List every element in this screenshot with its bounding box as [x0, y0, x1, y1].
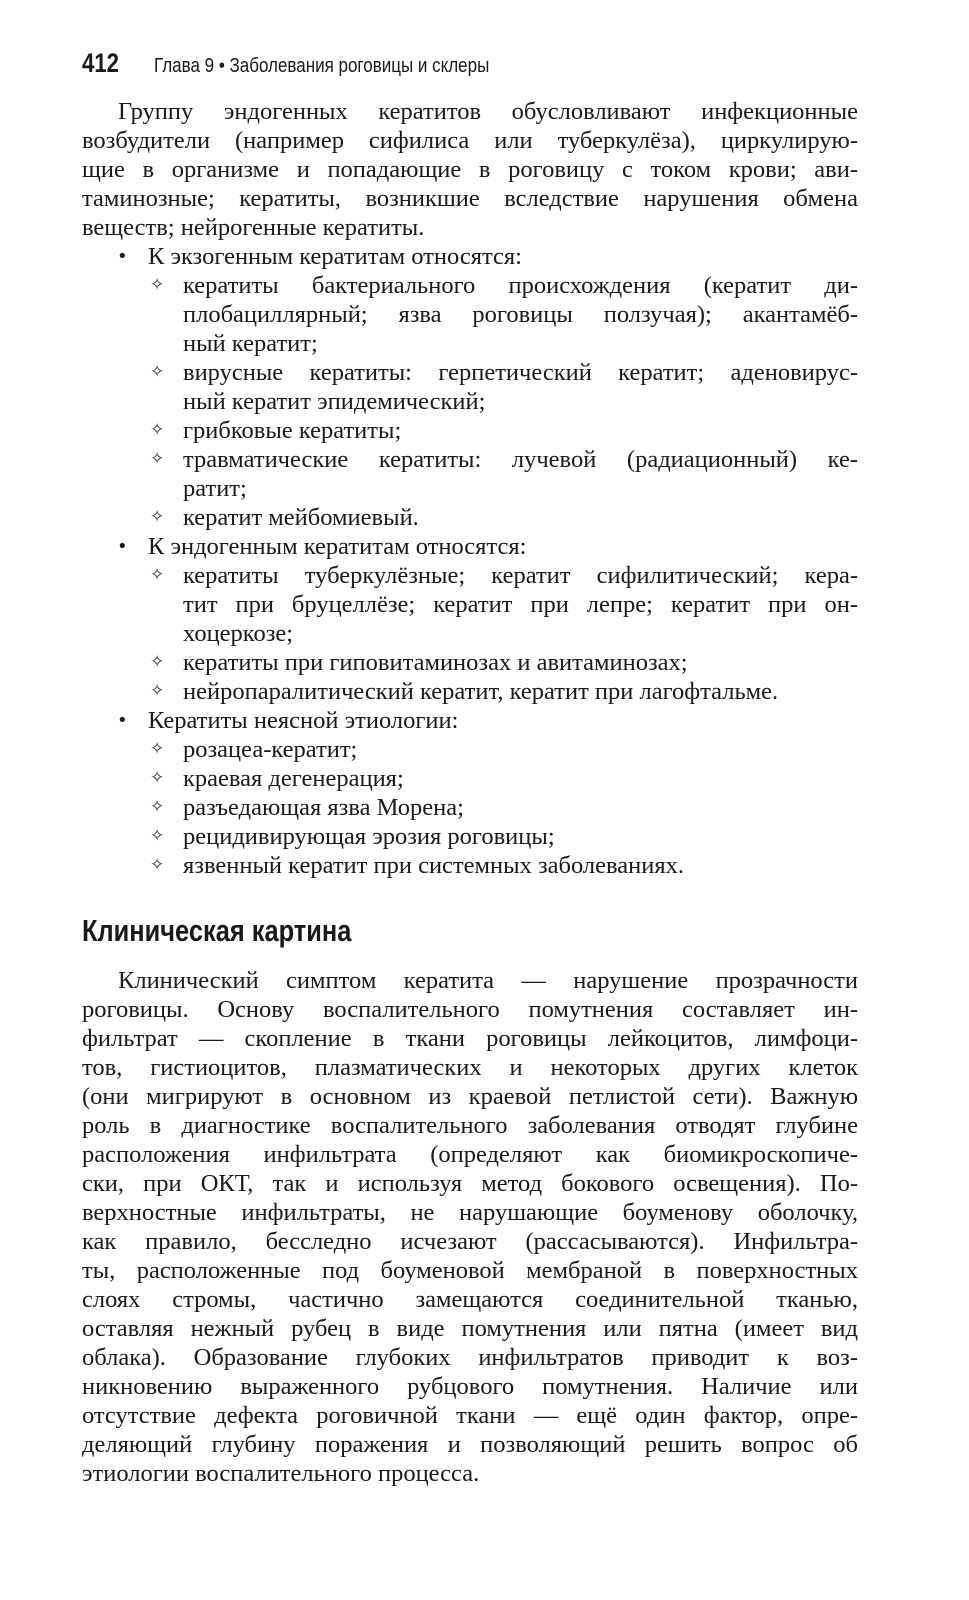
bullet-icon: •	[117, 246, 128, 267]
paragraph-line: слоях стромы, частично замещаются соединительной тканью,	[82, 1286, 858, 1313]
paragraph-line: (они мигрируют в основном из краевой петлистой сети). Важную	[82, 1083, 858, 1110]
sub-list-item-line: ратит;	[183, 475, 247, 502]
sub-bullet-icon: ✧	[150, 652, 165, 672]
paragraph-line: ски, при ОКТ, так и используя метод бокового освещения). По-	[82, 1170, 858, 1197]
sub-bullet-icon: ✧	[150, 565, 165, 585]
sub-bullet-icon: ✧	[150, 275, 165, 295]
sub-list-item-line: кератиты при гиповитаминозах и авитаминозах;	[183, 649, 688, 676]
paragraph-line: отсутствие дефекта роговичной ткани — ещё один фактор, опре-	[82, 1402, 858, 1429]
paragraph-line: оставляя нежный рубец в виде помутнения или пятна (имеет вид	[82, 1315, 858, 1342]
paragraph-line: верхностные инфильтраты, не нарушающие боуменову оболочку,	[82, 1199, 858, 1226]
paragraph-line: облака). Образование глубоких инфильтратов приводит к воз-	[82, 1344, 858, 1371]
sub-list-item-line: разъедающая язва Морена;	[183, 794, 464, 821]
paragraph-line: роговицы. Основу воспалительного помутнения составляет ин-	[82, 996, 858, 1023]
paragraph-line: деляющий глубину поражения и позволяющий решить вопрос об	[82, 1431, 858, 1458]
sub-list-item-line: хоцеркозе;	[183, 620, 294, 647]
sub-list-item-line: кератиты бактериального происхождения (кератит ди-	[183, 272, 858, 299]
section-heading: Клиническая картина	[82, 913, 352, 948]
sub-list-item-line: плобациллярный; язва роговицы ползучая); акантамёб-	[183, 301, 858, 328]
sub-bullet-icon: ✧	[150, 362, 165, 382]
sub-list-item-line: краевая дегенерация;	[183, 765, 404, 792]
list-item-line: К экзогенным кератитам относятся:	[148, 243, 522, 270]
bullet-icon: •	[117, 710, 128, 731]
sub-list-item-line: ный кератит эпидемический;	[183, 388, 486, 415]
running-header	[82, 48, 548, 79]
paragraph-line: фильтрат — скопление в ткани роговицы лейкоцитов, лимфоци-	[82, 1025, 858, 1052]
sub-bullet-icon: ✧	[150, 826, 165, 846]
paragraph-line: никновению выраженного рубцового помутнения. Наличие или	[82, 1373, 858, 1400]
sub-bullet-icon: ✧	[150, 739, 165, 759]
bullet-icon: •	[117, 536, 128, 557]
paragraph-line: Группу эндогенных кератитов обусловливают инфекционные	[118, 98, 858, 125]
paragraph-line: ты, расположенные под боуменовой мембраной в поверхностных	[82, 1257, 858, 1284]
paragraph-line: как правило, бесследно исчезают (рассасываются). Инфильтра-	[82, 1228, 858, 1255]
list-item-line: Кератиты неясной этиологии:	[148, 707, 459, 734]
paragraph-line: тов, гистиоцитов, плазматических и некоторых других клеток	[82, 1054, 858, 1081]
sub-list-item-line: тит при бруцеллёзе; кератит при лепре; кератит при он-	[183, 591, 858, 618]
sub-bullet-icon: ✧	[150, 768, 165, 788]
paragraph-line: роль в диагностике воспалительного заболевания отводят глубине	[82, 1112, 858, 1139]
sub-bullet-icon: ✧	[150, 420, 165, 440]
sub-list-item-line: кератит мейбомиевый.	[183, 504, 419, 531]
sub-list-item-line: вирусные кератиты: герпетический кератит; аденовирус-	[183, 359, 858, 386]
sub-bullet-icon: ✧	[150, 855, 165, 875]
paragraph-line: возбудители (например сифилиса или туберкулёза), циркулирую-	[82, 127, 858, 154]
page-number: 412	[82, 48, 119, 78]
paragraph-line: таминозные; кератиты, возникшие вследствие нарушения обмена	[82, 185, 858, 212]
sub-list-item-line: травматические кератиты: лучевой (радиационный) ке-	[183, 446, 858, 473]
paragraph-line: этиологии воспалительного процесса.	[82, 1460, 480, 1487]
sub-list-item-line: язвенный кератит при системных заболеваниях.	[183, 852, 684, 879]
sub-bullet-icon: ✧	[150, 797, 165, 817]
sub-list-item-line: кератиты туберкулёзные; кератит сифилитический; кера-	[183, 562, 858, 589]
sub-bullet-icon: ✧	[150, 449, 165, 469]
paragraph-line: веществ; нейрогенные кератиты.	[82, 214, 425, 241]
sub-list-item-line: розацеа-кератит;	[183, 736, 358, 763]
chapter-title: Глава 9 • Заболевания роговицы и склеры	[154, 55, 490, 77]
list-item-line: К эндогенным кератитам относятся:	[148, 533, 527, 560]
paragraph-line: щие в организме и попадающие в роговицу с током крови; ави-	[82, 156, 858, 183]
sub-list-item-line: грибковые кератиты;	[183, 417, 402, 444]
sub-list-item-line: рецидивирующая эрозия роговицы;	[183, 823, 555, 850]
sub-bullet-icon: ✧	[150, 507, 165, 527]
sub-list-item-line: ный кератит;	[183, 330, 318, 357]
sub-bullet-icon: ✧	[150, 681, 165, 701]
paragraph-line: Клинический симптом кератита — нарушение прозрачности	[118, 967, 858, 994]
paragraph-line: расположения инфильтрата (определяют как биомикроскопиче-	[82, 1141, 858, 1168]
sub-list-item-line: нейропаралитический кератит, кератит при лагофтальме.	[183, 678, 779, 705]
